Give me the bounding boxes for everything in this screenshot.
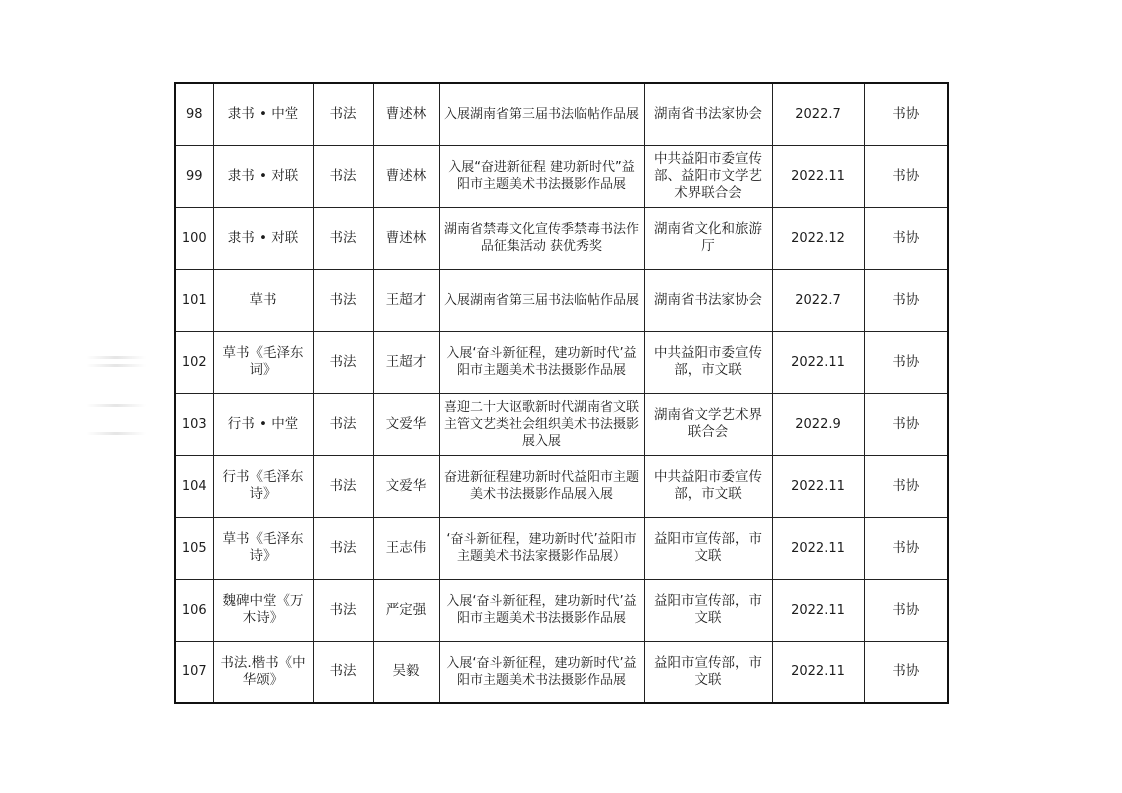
work-category: 书法: [313, 455, 373, 517]
work-title: 隶书 • 中堂: [213, 83, 313, 145]
author-name: 曹述林: [373, 83, 439, 145]
award-description: ‘奋斗新征程，建功新时代’益阳市主题美术书法家摄影作品展）: [439, 517, 644, 579]
association: 书协: [864, 517, 948, 579]
organizer: 益阳市宣传部，市文联: [644, 641, 772, 703]
award-date: 2022.11: [772, 579, 864, 641]
organizer: 益阳市宣传部，市文联: [644, 517, 772, 579]
work-title: 魏碑中堂《万木诗》: [213, 579, 313, 641]
award-date: 2022.11: [772, 455, 864, 517]
author-name: 文爱华: [373, 393, 439, 455]
award-description: 入展湖南省第三届书法临帖作品展: [439, 83, 644, 145]
association: 书协: [864, 207, 948, 269]
work-category: 书法: [313, 83, 373, 145]
association: 书协: [864, 455, 948, 517]
work-category: 书法: [313, 207, 373, 269]
award-date: 2022.7: [772, 83, 864, 145]
award-description: 湖南省禁毒文化宣传季禁毒书法作品征集活动 获优秀奖: [439, 207, 644, 269]
table-row: [175, 83, 948, 145]
work-category: 书法: [313, 393, 373, 455]
association: 书协: [864, 641, 948, 703]
award-description: 入展‘奋斗新征程，建功新时代’益阳市主题美术书法摄影作品展: [439, 641, 644, 703]
table-row: [175, 145, 948, 207]
work-category: 书法: [313, 269, 373, 331]
award-description: 奋进新征程建功新时代益阳市主题美术书法摄影作品展入展: [439, 455, 644, 517]
scan-mark: [86, 432, 146, 435]
work-category: 书法: [313, 517, 373, 579]
author-name: 王志伟: [373, 517, 439, 579]
organizer: 益阳市宣传部，市文联: [644, 579, 772, 641]
association: 书协: [864, 269, 948, 331]
work-category: 书法: [313, 331, 373, 393]
association: 书协: [864, 393, 948, 455]
work-title: 草书《毛泽东诗》: [213, 517, 313, 579]
organizer: 中共益阳市委宣传部，市文联: [644, 455, 772, 517]
table-body: [175, 83, 948, 703]
work-title: 草书: [213, 269, 313, 331]
awards-table: [174, 82, 949, 704]
row-number: 107: [175, 641, 213, 703]
work-category: 书法: [313, 145, 373, 207]
award-description: 入展‘奋斗新征程，建功新时代’益阳市主题美术书法摄影作品展: [439, 331, 644, 393]
author-name: 吴毅: [373, 641, 439, 703]
author-name: 严定强: [373, 579, 439, 641]
work-category: 书法: [313, 579, 373, 641]
author-name: 曹述林: [373, 207, 439, 269]
table-row: [175, 455, 948, 517]
row-number: 98: [175, 83, 213, 145]
award-description: 入展‘奋斗新征程，建功新时代’益阳市主题美术书法摄影作品展: [439, 579, 644, 641]
work-title: 草书《毛泽东词》: [213, 331, 313, 393]
table-row: [175, 641, 948, 703]
table-row: [175, 579, 948, 641]
association: 书协: [864, 579, 948, 641]
author-name: 文爱华: [373, 455, 439, 517]
organizer: 中共益阳市委宣传部，市文联: [644, 331, 772, 393]
table-row: [175, 393, 948, 455]
award-date: 2022.12: [772, 207, 864, 269]
work-title: 书法.楷书《中华颂》: [213, 641, 313, 703]
association: 书协: [864, 331, 948, 393]
table-row: [175, 517, 948, 579]
work-title: 隶书 • 对联: [213, 145, 313, 207]
award-date: 2022.11: [772, 517, 864, 579]
award-description: 入展湖南省第三届书法临帖作品展: [439, 269, 644, 331]
row-number: 105: [175, 517, 213, 579]
organizer: 湖南省文学艺术界联合会: [644, 393, 772, 455]
association: 书协: [864, 145, 948, 207]
scan-mark: [86, 356, 146, 359]
work-title: 行书 • 中堂: [213, 393, 313, 455]
author-name: 曹述林: [373, 145, 439, 207]
table-row: [175, 269, 948, 331]
table-row: [175, 331, 948, 393]
row-number: 103: [175, 393, 213, 455]
award-date: 2022.11: [772, 331, 864, 393]
award-date: 2022.11: [772, 641, 864, 703]
row-number: 106: [175, 579, 213, 641]
work-title: 隶书 • 对联: [213, 207, 313, 269]
row-number: 99: [175, 145, 213, 207]
author-name: 王超才: [373, 331, 439, 393]
author-name: 王超才: [373, 269, 439, 331]
row-number: 102: [175, 331, 213, 393]
table-row: [175, 207, 948, 269]
work-title: 行书《毛泽东诗》: [213, 455, 313, 517]
organizer: 湖南省书法家协会: [644, 83, 772, 145]
row-number: 104: [175, 455, 213, 517]
award-description: 入展“奋进新征程 建功新时代”益阳市主题美术书法摄影作品展: [439, 145, 644, 207]
organizer: 中共益阳市委宣传部、益阳市文学艺术界联合会: [644, 145, 772, 207]
organizer: 湖南省文化和旅游厅: [644, 207, 772, 269]
scan-mark: [86, 364, 146, 367]
work-category: 书法: [313, 641, 373, 703]
row-number: 101: [175, 269, 213, 331]
association: 书协: [864, 83, 948, 145]
award-description: 喜迎二十大讴歌新时代湖南省文联主管文艺类社会组织美术书法摄影展入展: [439, 393, 644, 455]
award-date: 2022.11: [772, 145, 864, 207]
award-date: 2022.7: [772, 269, 864, 331]
scan-mark: [86, 404, 146, 407]
organizer: 湖南省书法家协会: [644, 269, 772, 331]
award-date: 2022.9: [772, 393, 864, 455]
row-number: 100: [175, 207, 213, 269]
